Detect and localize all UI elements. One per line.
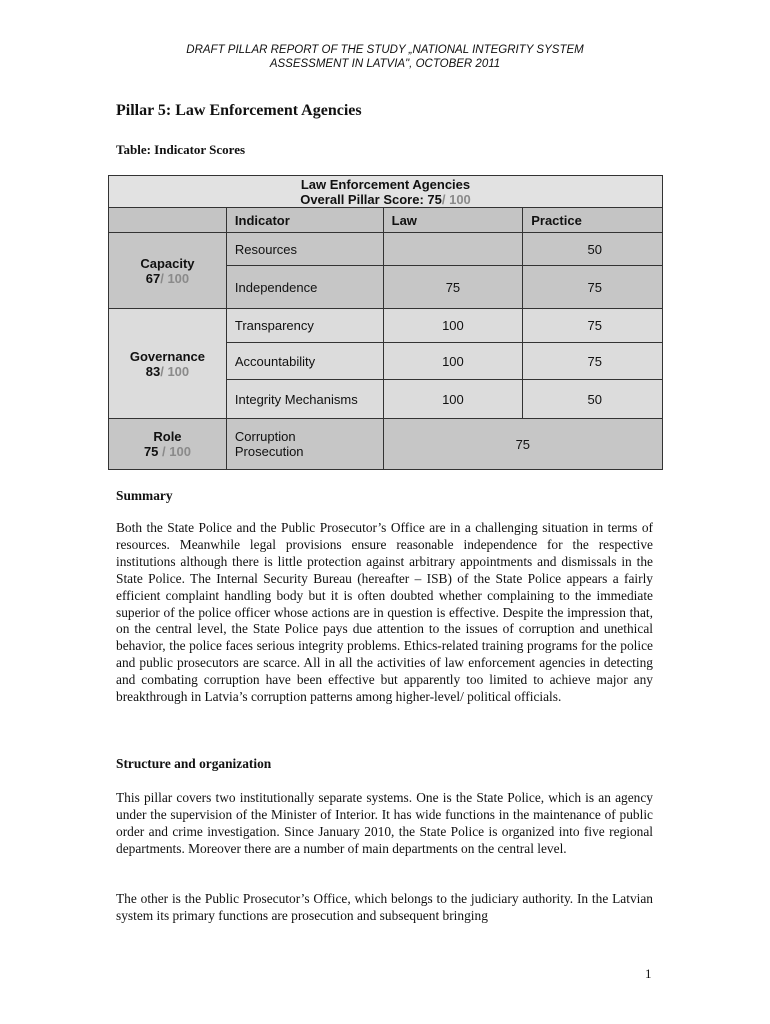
structure-heading: Structure and organization (116, 756, 272, 771)
header-line: ASSESSMENT IN LATVIA", OCTOBER 2011 (269, 58, 501, 70)
header-line: DRAFT PILLAR REPORT OF THE STUDY „NATIONAL INTEGRITY SYSTEM (186, 44, 584, 56)
table-row: Integrity Mechanisms 100 50 (109, 380, 663, 419)
summary-paragraph: Both the State Police and the Public Prosecutor’s Office are in a challenging situation in terms of resources. Meanwhile legal provisions ensure reasonable independence for the respective institutions although there is little protection against arbitrary appointments and dismissals in the State Police. The Internal Security Bureau (hereafter – ISB) of the State Police appears a fairly efficient complaint handling body but it is often doubted whether complaining to the immediate superior of the police officer whose actions are in question is effective. Despite the impression that, on the central level, the State Police pays due attention to the issues of corruption and unethical behavior, the police faces serious integrity problems. Ethics-related training programs for the police and public prosecutors are scarce. All in all the activities of law enforcement agencies in detecting and combating corruption have been effective but apparently too limited to achieve major any breakthrough in Latvia’s corruption patterns among higher-level/ political officials. (116, 520, 653, 705)
page-title: Pillar 5: Law Enforcement Agencies (116, 102, 362, 119)
table-row: Accountability 100 75 (109, 343, 663, 380)
summary-heading: Summary (116, 488, 173, 503)
table-title: Law Enforcement Agencies Overall Pillar Score: 75/ 100 (109, 176, 663, 208)
category-capacity: Capacity 67/ 100 (109, 233, 227, 309)
running-header (0, 43, 770, 71)
col-header: Indicator (226, 208, 383, 233)
structure-paragraph: This pillar covers two institutionally separate systems. One is the State Police, which is an agency under the supervision of the Minister of Interior. It has wide functions in the maintenance of public order and crime investigation. Since January 2010, the State Police is organized into five regional departments. Moreover there are a number of main departments on the central level. (116, 790, 653, 856)
table-caption: Table: Indicator Scores (116, 142, 246, 157)
table-row: Role 75 / 100 Corruption Prosecution 75 (109, 419, 663, 470)
indicator-scores-table (108, 175, 663, 470)
category-governance: Governance 83/ 100 (109, 309, 227, 419)
col-header: Practice (523, 208, 663, 233)
structure-paragraph: The other is the Public Prosecutor’s Office, which belongs to the judiciary authority. In the Latvian system its primary functions are prosecution and subsequent bringing (116, 891, 653, 923)
table-row: Governance 83/ 100 Transparency 100 75 (109, 309, 663, 343)
col-header: Law (383, 208, 523, 233)
table-row: Capacity 67/ 100 Resources 50 (109, 233, 663, 266)
table-row: Independence 75 75 (109, 266, 663, 309)
page-number: 1 (645, 966, 652, 981)
category-role: Role 75 / 100 (109, 419, 227, 470)
